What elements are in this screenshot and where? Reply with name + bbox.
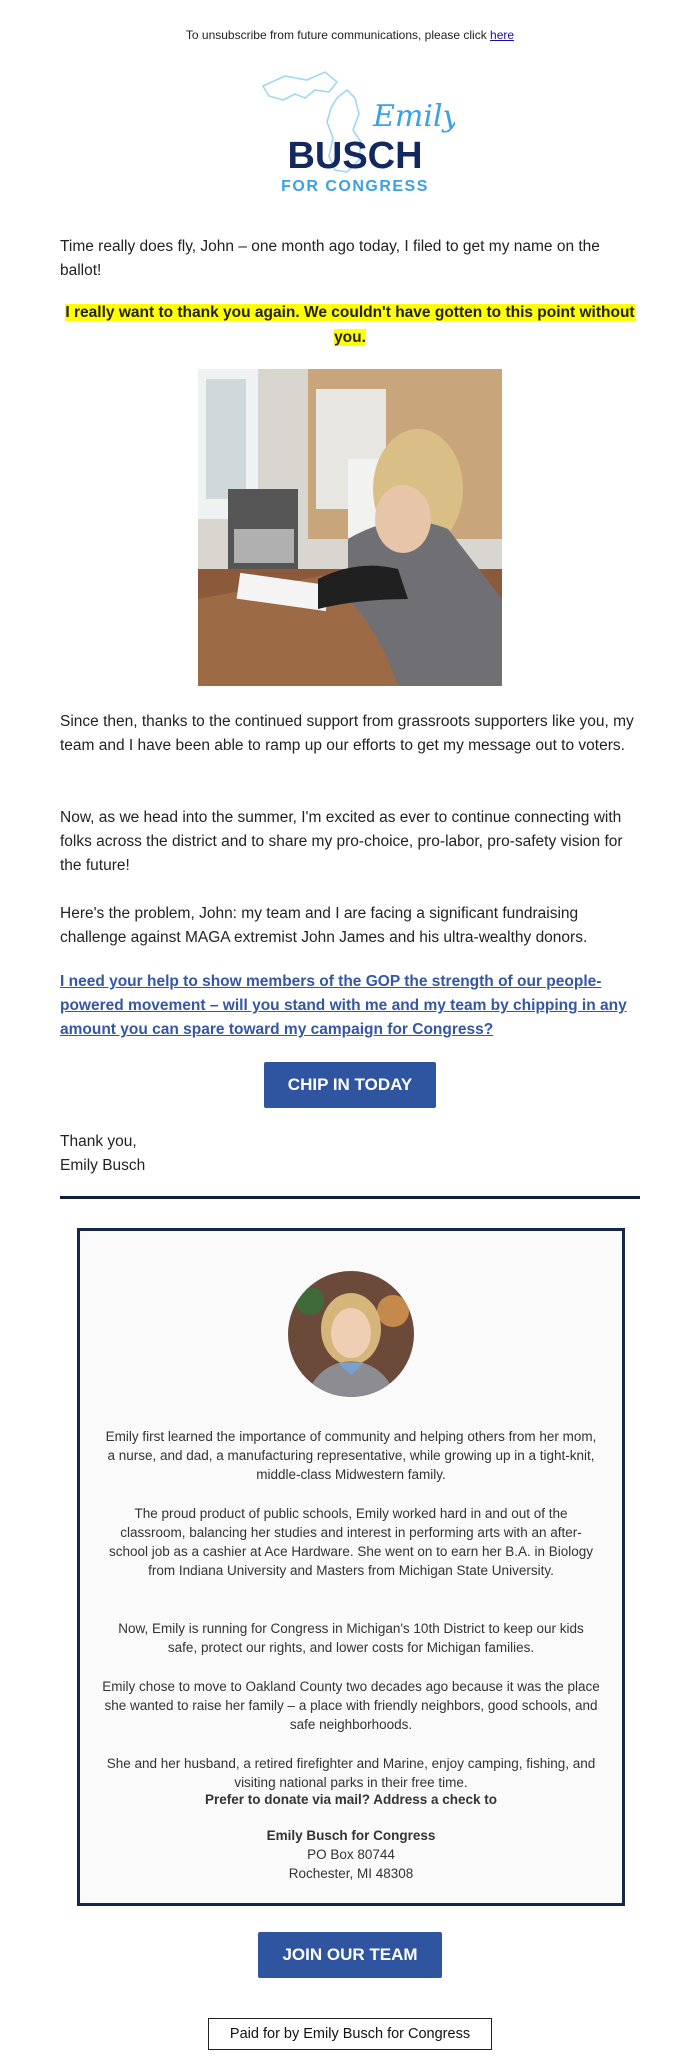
bio-paragraph-2: The proud product of public schools, Emily worked hard in and out of the classroom, balancing her studies and interest in performing arts with an after-school job as a cashier at Ace Hardware. She went on to earn her B.A. in Biology from Indiana University and Masters from Michigan State University. — [108, 1506, 594, 1578]
paragraph-support: Since then, thanks to the continued support from grassroots supporters like you, my team and I have been able to ramp up our efforts to get my message out to voters. — [60, 713, 634, 754]
bio-paragraph-1: Emily first learned the importance of community and helping others from her mom, a nurse, and dad, a manufacturing representative, while growing up in a tight-knit, middle-class Midwestern family. — [105, 1429, 597, 1482]
paid-for-disclaimer: Paid for by Emily Busch for Congress — [208, 2018, 492, 2050]
unsubscribe-link[interactable]: here — [490, 28, 515, 42]
mail-donation-heading: Prefer to donate via mail? Address a check to — [204, 1792, 498, 1807]
join-team-button[interactable]: JOIN OUR TEAM — [258, 1932, 442, 1978]
address-line-2: Rochester, MI 48308 — [288, 1866, 414, 1881]
michigan-outline-icon — [255, 68, 455, 208]
logo-surname: BUSCH — [287, 135, 423, 177]
paragraph-problem: Here's the problem, John: my team and I are facing a significant fundraising challenge against MAGA extremist John James and his ultra-wealthy donors. — [60, 905, 588, 946]
unsubscribe-text: To unsubscribe from future communications, please click — [185, 28, 487, 42]
logo-script-name: Emily — [373, 99, 455, 134]
paragraph-summer: Now, as we head into the summer, I'm excited as ever to continue connecting with folks across the district and to share my pro-choice, pro-labor, pro-safety vision for the future! — [60, 809, 623, 874]
campaign-logo — [255, 68, 455, 208]
logo-tagline: FOR CONGRESS — [281, 178, 429, 195]
bio-paragraph-5: She and her husband, a retired firefighter and Marine, enjoy camping, fishing, and visiting national parks in their free time. — [106, 1756, 596, 1790]
candidate-signing-photo — [198, 369, 502, 686]
divider — [60, 1196, 640, 1199]
candidate-headshot — [288, 1271, 414, 1397]
signoff-line: Thank you, — [60, 1133, 137, 1150]
signoff-name: Emily Busch — [60, 1157, 146, 1174]
highlight-paragraph — [60, 300, 640, 350]
unsubscribe-line — [0, 28, 700, 42]
highlight-text: I really want to thank you again. We couldn't have gotten to this point without you. — [65, 304, 635, 346]
bio-paragraph-3: Now, Emily is running for Congress in Michigan's 10th District to keep our kids safe, protect our rights, and lower costs for Michigan families. — [118, 1621, 584, 1655]
chip-in-button[interactable]: CHIP IN TODAY — [264, 1062, 436, 1108]
bio-paragraph-4: Emily chose to move to Oakland County two decades ago because it was the place she wanted to raise her family – a place with friendly neighbors, good schools, and safe neighborhoods. — [102, 1679, 600, 1732]
bio-card — [77, 1228, 625, 1906]
address-name: Emily Busch for Congress — [266, 1828, 436, 1843]
mailing-address — [102, 1826, 600, 1883]
intro-paragraph: Time really does fly, John – one month ago today, I filed to get my name on the ballot! — [60, 238, 600, 279]
donate-text-link[interactable]: I need your help to show members of the GOP the strength of our people-powered movement – will you stand with me and my team by chipping in any amount you can spare toward my campaign for Congress? — [60, 973, 627, 1038]
signoff — [60, 1130, 145, 1178]
address-line-1: PO Box 80744 — [307, 1847, 395, 1862]
